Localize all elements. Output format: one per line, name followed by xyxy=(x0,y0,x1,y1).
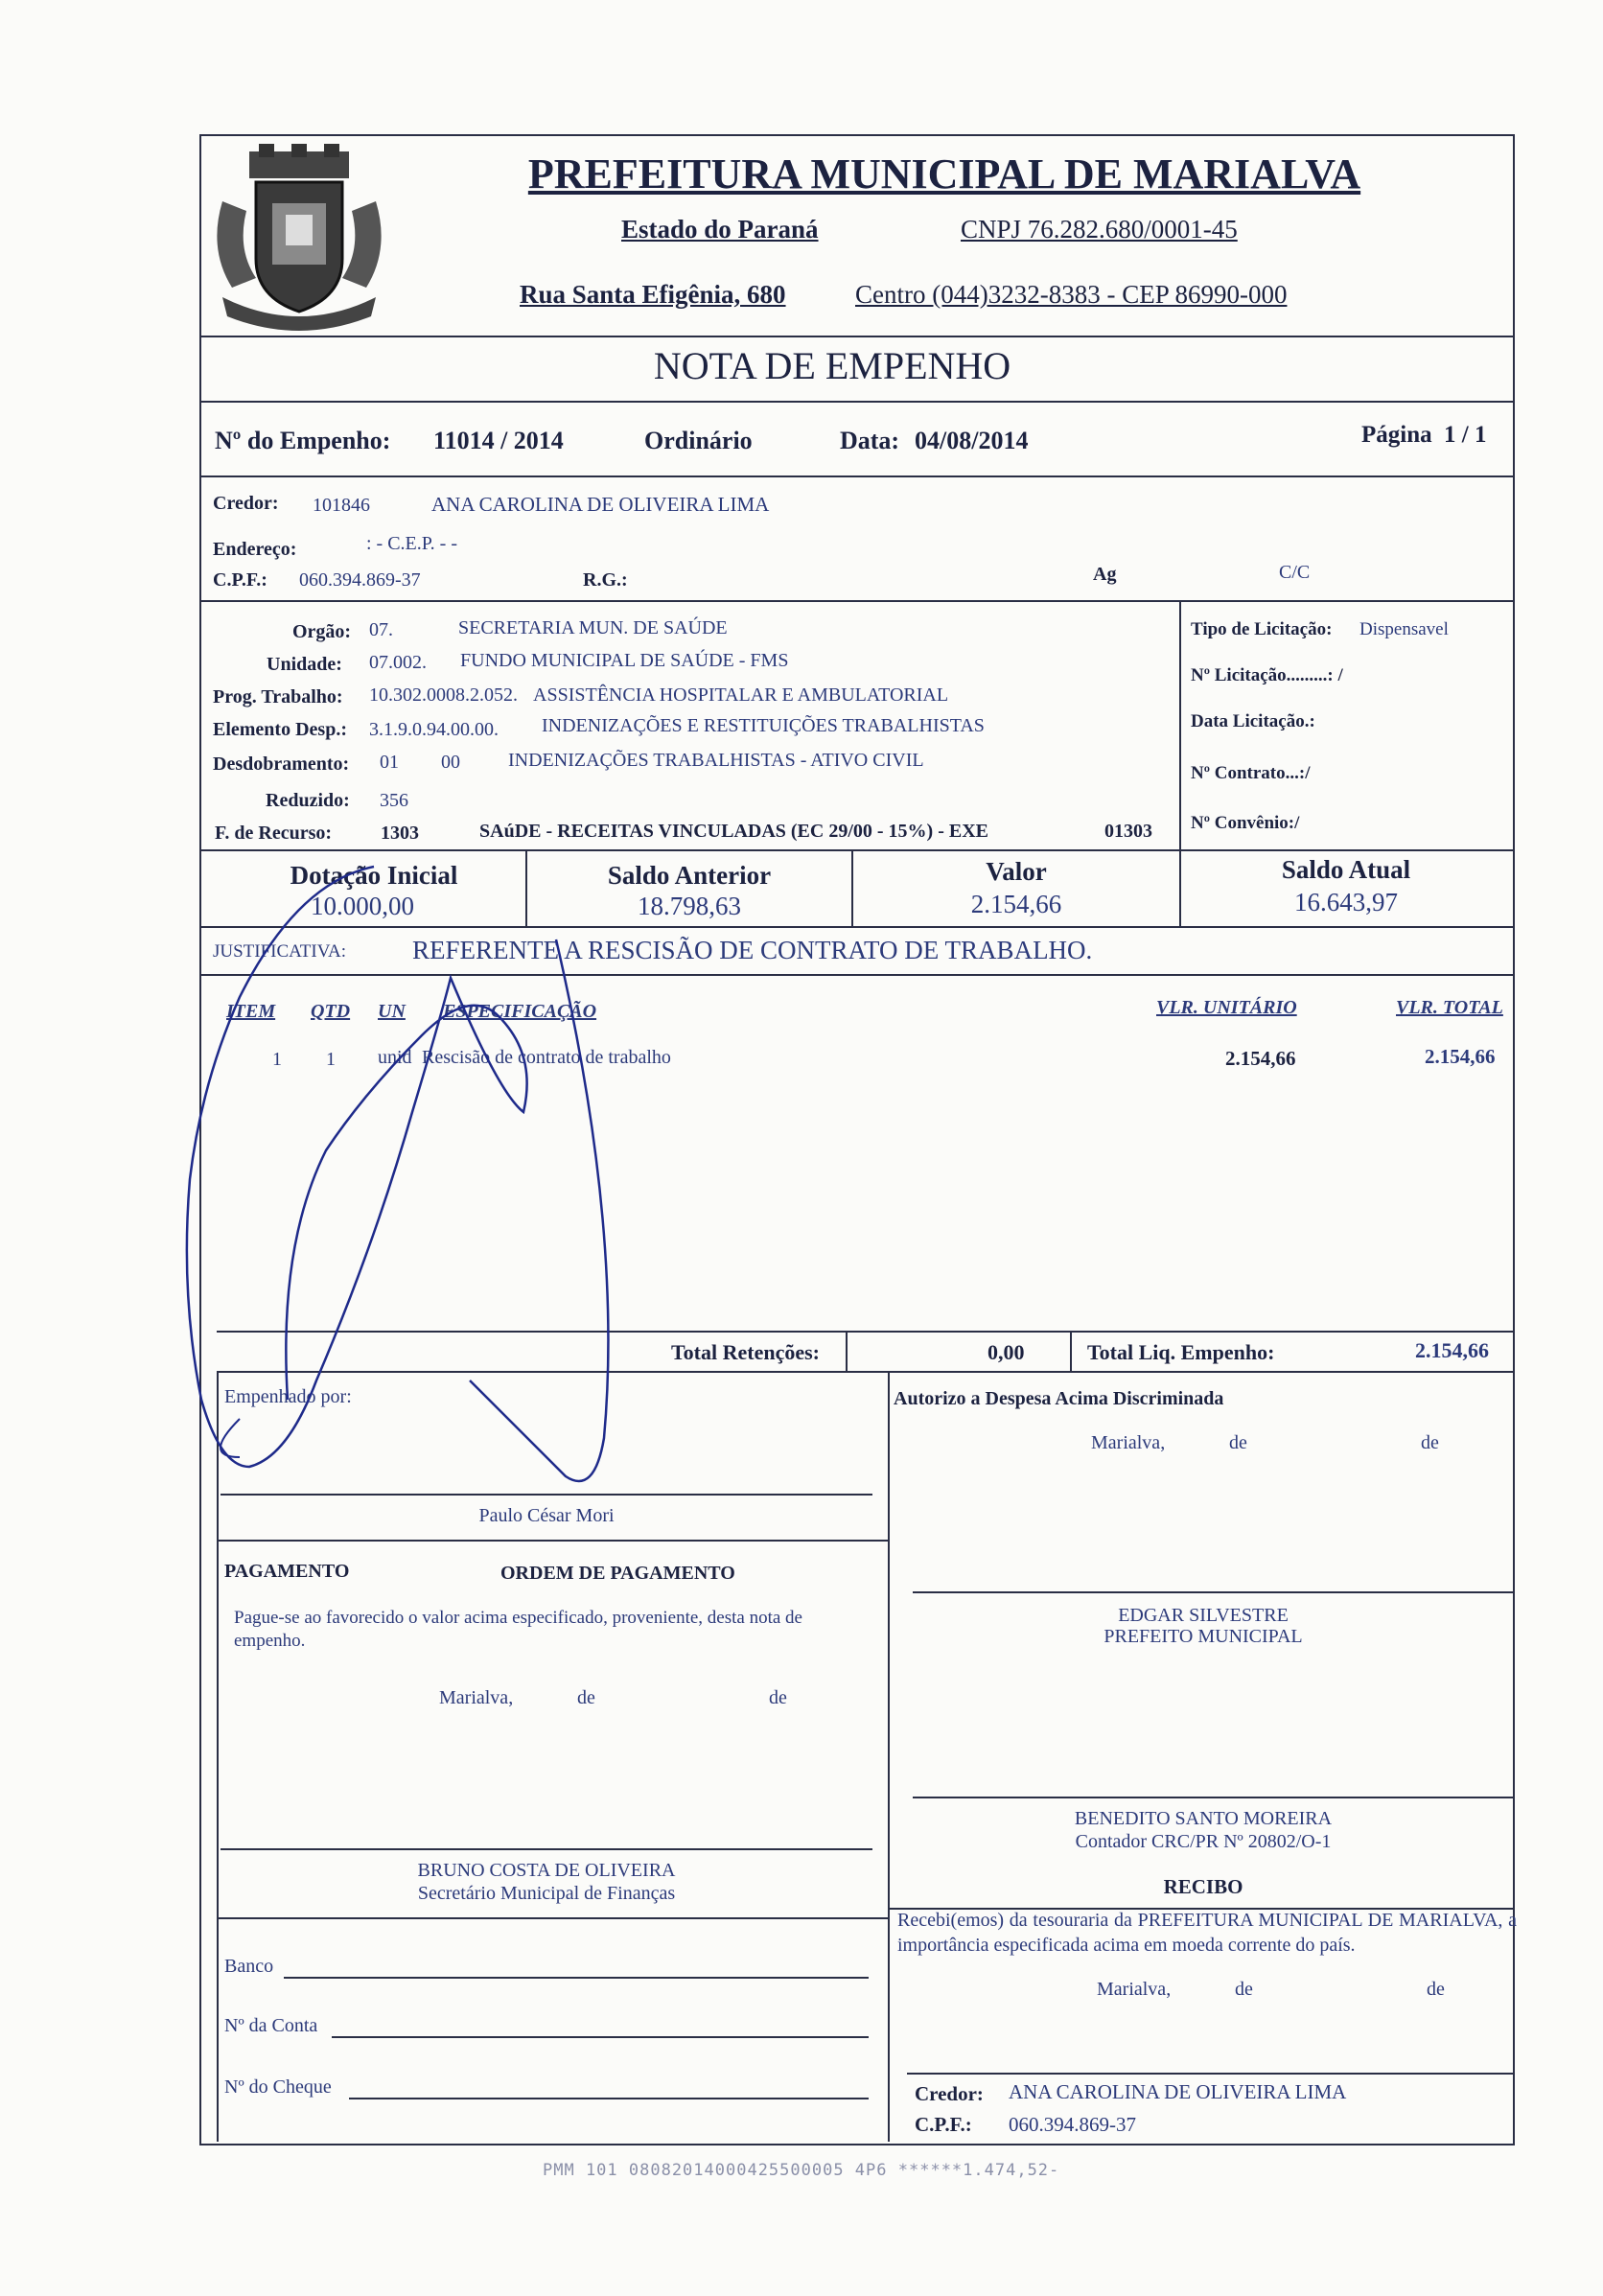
empenho-type: Ordinário xyxy=(644,427,753,454)
credor-code: 101846 xyxy=(313,495,370,516)
autorizo-de2: de xyxy=(1421,1432,1439,1453)
recibo-credor-label: Credor: xyxy=(915,2082,984,2105)
elemento-label: Elemento Desp.: xyxy=(213,719,347,740)
saldo-anterior-label: Saldo Anterior xyxy=(607,861,772,890)
valor-value: 2.154,66 xyxy=(970,890,1062,918)
empenho-number-label: Nº do Empenho: xyxy=(215,427,391,454)
col-un: UN xyxy=(378,1001,406,1022)
row-vlr-unitario: 2.154,66 xyxy=(1225,1047,1296,1070)
col-vlr-unitario: VLR. UNITÁRIO xyxy=(1156,997,1297,1018)
autorizo-de1: de xyxy=(1229,1432,1247,1453)
reduzido-label: Reduzido: xyxy=(266,790,350,811)
elemento-name: INDENIZAÇÕES E RESTITUIÇÕES TRABALHISTAS xyxy=(542,715,985,736)
page-label: Página xyxy=(1361,422,1432,448)
banco-label: Banco xyxy=(224,1956,274,1977)
reduzido-value: 356 xyxy=(380,790,408,811)
justificativa-text: REFERENTE A RESCISÃO DE CONTRATO DE TRABALHO. xyxy=(412,936,1093,964)
pagamento-de2: de xyxy=(769,1687,787,1708)
unidade-code: 07.002. xyxy=(369,652,427,673)
total-retencoes-value: 0,00 xyxy=(987,1340,1025,1364)
recurso-name: SAúDE - RECEITAS VINCULADAS (EC 29/00 - 15%) - EXE xyxy=(479,821,988,842)
autorizo-place: Marialva, xyxy=(1091,1432,1166,1453)
contador-title: Contador CRC/PR Nº 20802/O-1 xyxy=(1075,1831,1332,1852)
dotacao-inicial-label: Dotação Inicial xyxy=(290,861,458,890)
desdobramento-a: 01 xyxy=(380,752,399,773)
licitacao-contrato: Nº Contrato...:/ xyxy=(1191,763,1311,783)
prefeito-title: PREFEITO MUNICIPAL xyxy=(1104,1626,1303,1647)
cpf-label: C.P.F.: xyxy=(213,569,267,591)
row-especificacao: Rescisão de contrato de trabalho xyxy=(422,1047,671,1068)
secretario-name: BRUNO COSTA DE OLIVEIRA xyxy=(417,1860,676,1881)
recurso-num: 01303 xyxy=(1104,821,1152,842)
recibo-de2: de xyxy=(1427,1979,1445,2000)
pagamento-de1: de xyxy=(577,1687,595,1708)
handwritten-signature xyxy=(182,844,681,1534)
saldo-atual-label: Saldo Atual xyxy=(1281,855,1411,884)
row-item: 1 xyxy=(272,1049,282,1070)
elemento-code: 3.1.9.0.94.00.00. xyxy=(369,719,499,740)
licitacao-numero: Nº Licitação.........: / xyxy=(1191,665,1343,685)
credor-name: ANA CAROLINA DE OLIVEIRA LIMA xyxy=(431,493,770,516)
recurso-code: 1303 xyxy=(381,823,419,844)
desdobramento-b: 00 xyxy=(441,752,460,773)
unidade-label: Unidade: xyxy=(267,654,342,675)
page-number: 1 / 1 xyxy=(1444,422,1487,448)
orgao-code: 07. xyxy=(369,619,393,640)
saldo-atual-value: 16.643,97 xyxy=(1294,888,1398,916)
autorizo-title: Autorizo a Despesa Acima Discriminada xyxy=(894,1388,1224,1409)
orgao-name: SECRETARIA MUN. DE SAÚDE xyxy=(458,617,728,638)
secretario-title: Secretário Municipal de Finanças xyxy=(417,1883,676,1904)
coat-of-arms-logo xyxy=(203,144,395,336)
endereco-label: Endereço: xyxy=(213,539,297,560)
cpf-value: 060.394.869-37 xyxy=(299,569,421,591)
pagamento-label: PAGAMENTO xyxy=(224,1561,350,1582)
header-center-phone: Centro (044)3232-8383 - CEP 86990-000 xyxy=(855,280,1288,309)
empenhado-label: Empenhado por: xyxy=(224,1386,352,1407)
orgao-label: Orgão: xyxy=(292,621,352,642)
total-liquido-value: 2.154,66 xyxy=(1415,1338,1489,1362)
cc-label: C/C xyxy=(1279,562,1311,583)
valor-label: Valor xyxy=(986,857,1047,886)
total-liquido-label: Total Liq. Empenho: xyxy=(1087,1340,1275,1364)
recibo-credor: ANA CAROLINA DE OLIVEIRA LIMA xyxy=(1009,2080,1347,2103)
prog-name: ASSISTÊNCIA HOSPITALAR E AMBULATORIAL xyxy=(533,684,949,706)
desdobramento-name: INDENIZAÇÕES TRABALHISTAS - ATIVO CIVIL xyxy=(508,750,924,771)
empenho-date: 04/08/2014 xyxy=(915,427,1029,454)
endereco-value: : - C.E.P. - - xyxy=(366,533,457,554)
header-address: Rua Santa Efigênia, 680 xyxy=(520,280,786,309)
contador-name: BENEDITO SANTO MOREIRA xyxy=(1074,1808,1333,1829)
recibo-cpf: 060.394.869-37 xyxy=(1009,2113,1136,2136)
pagamento-place: Marialva, xyxy=(439,1687,514,1708)
header-state: Estado do Paraná xyxy=(621,215,819,244)
row-un: unid xyxy=(378,1047,412,1068)
credor-label: Credor: xyxy=(213,493,279,514)
licitacao-convenio: Nº Convênio:/ xyxy=(1191,813,1300,833)
saldo-anterior-value: 18.798,63 xyxy=(638,892,741,920)
licitacao-tipo-label: Tipo de Licitação: xyxy=(1191,619,1333,639)
col-vlr-total: VLR. TOTAL xyxy=(1396,997,1503,1018)
cheque-label: Nº do Cheque xyxy=(224,2076,332,2098)
recibo-title: RECIBO xyxy=(1163,1875,1243,1898)
rg-label: R.G.: xyxy=(583,569,628,591)
row-qtd: 1 xyxy=(326,1049,336,1070)
licitacao-tipo: Dispensavel xyxy=(1359,619,1449,639)
recibo-de1: de xyxy=(1235,1979,1253,2000)
ag-label: Ag xyxy=(1093,564,1117,585)
header-title: PREFEITURA MUNICIPAL DE MARIALVA xyxy=(527,151,1361,197)
footer-code: PMM 101 08082014000425500005 4P6 ******1.474,52- xyxy=(543,2161,1060,2180)
conta-label: Nº da Conta xyxy=(224,2015,318,2036)
recibo-cpf-label: C.P.F.: xyxy=(915,2113,972,2136)
dotacao-inicial-value: 10.000,00 xyxy=(311,892,414,920)
prog-code: 10.302.0008.2.052. xyxy=(369,684,518,706)
col-item: ITEM xyxy=(226,1001,276,1022)
licitacao-data: Data Licitação.: xyxy=(1191,711,1315,731)
header-cnpj: CNPJ 76.282.680/0001-45 xyxy=(961,215,1238,244)
empenhado-name: Paulo César Mori xyxy=(478,1505,615,1526)
empenho-date-label: Data: xyxy=(840,427,900,454)
row-vlr-total: 2.154,66 xyxy=(1425,1045,1496,1068)
prefeito-name: EDGAR SILVESTRE xyxy=(1118,1605,1289,1626)
col-qtd: QTD xyxy=(311,1001,351,1022)
pagamento-text: Pague-se ao favorecido o valor acima especificado, proveniente, desta nota de empenho. xyxy=(234,1608,802,1651)
recibo-place: Marialva, xyxy=(1097,1979,1172,2000)
recibo-text: Recebi(emos) da tesouraria da PREFEITURA MUNICIPAL DE MARIALVA, a importância especificada acima em moeda corrente do país. xyxy=(897,1910,1517,1956)
prog-label: Prog. Trabalho: xyxy=(213,686,343,707)
empenho-number: 11014 / 2014 xyxy=(433,427,564,454)
document-title: NOTA DE EMPENHO xyxy=(653,344,1011,387)
ordem-pagamento-label: ORDEM DE PAGAMENTO xyxy=(500,1563,735,1584)
justificativa-label: JUSTIFICATIVA: xyxy=(213,941,347,962)
unidade-name: FUNDO MUNICIPAL DE SAÚDE - FMS xyxy=(460,650,789,671)
recurso-label: F. de Recurso: xyxy=(215,823,333,844)
desdobramento-label: Desdobramento: xyxy=(213,754,350,775)
total-retencoes-label: Total Retenções: xyxy=(671,1340,820,1364)
col-especificacao: ESPECIFICAÇÃO xyxy=(443,1001,597,1022)
